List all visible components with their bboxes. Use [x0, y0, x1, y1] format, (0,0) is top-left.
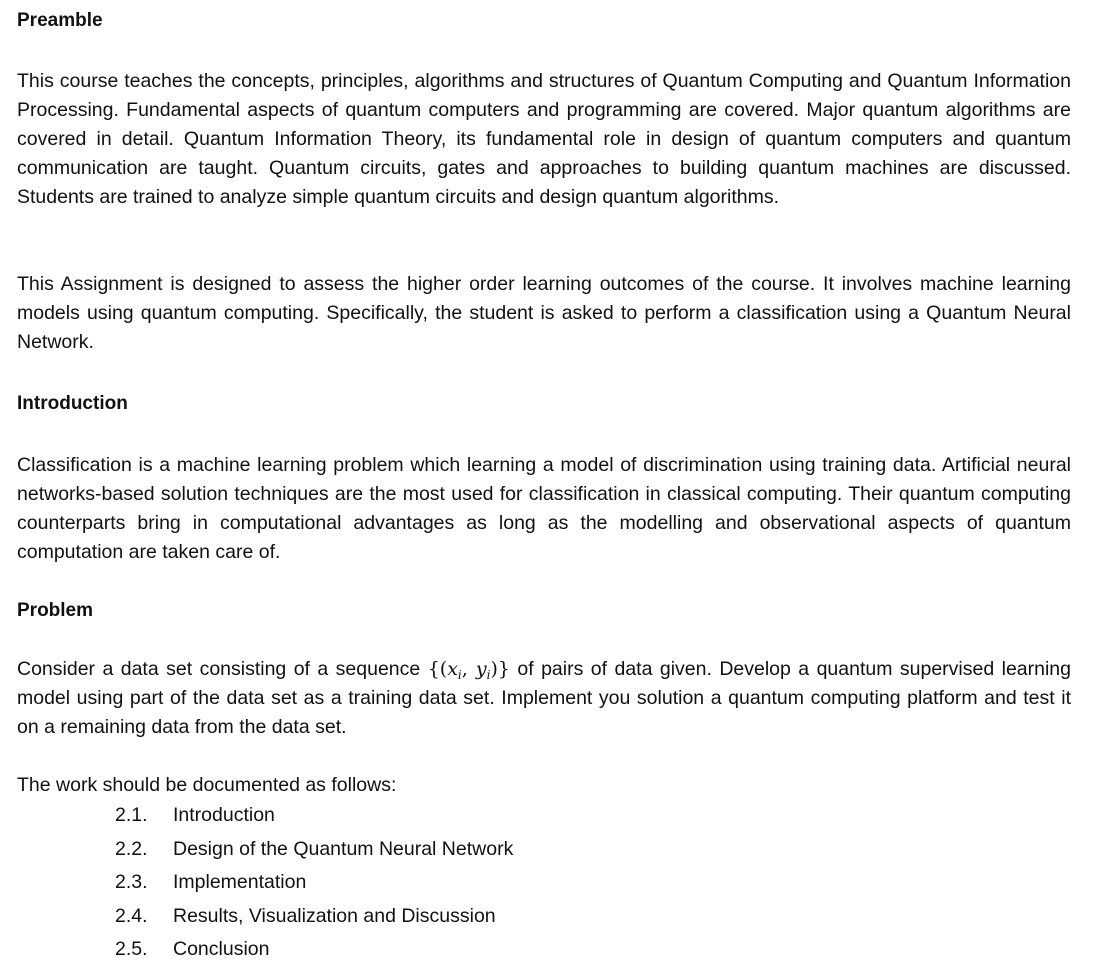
documentation-list-item [115, 835, 513, 869]
data-set-formula: {($x_i$, $y_i$)} [427, 658, 510, 682]
preamble-heading: Preamble [17, 10, 103, 31]
introduction-heading: Introduction [17, 393, 128, 414]
documentation-list [115, 801, 513, 969]
problem-heading: Problem [17, 600, 94, 621]
list-item-label: Results, Visualization and Discussion [173, 904, 496, 927]
problem-paragraph [17, 655, 1071, 742]
list-item-label: Introduction [173, 804, 275, 826]
list-item-number: 2.2. [115, 837, 148, 860]
list-item-number: 2.4. [115, 904, 148, 927]
list-item-number: 2.1. [115, 804, 148, 826]
introduction-paragraph: Classification is a machine learning problem which learning a model of discrimination using training data. Artificial neural networks-based solution techniques are the most used for classification in classical computing. Their quantum computing counterparts bring in computational advantages as long as the modelling and observational aspects of quantum computation are taken care of. [17, 454, 1071, 563]
preamble-paragraph-assignment: This Assignment is designed to assess the higher order learning outcomes of the course. It involves machine learning models using quantum computing. Specifically, the student is asked to perform a classification using a Quantum Neural Network. [17, 273, 1071, 353]
list-item-number: 2.5. [115, 938, 148, 960]
preamble-paragraph-course: This course teaches the concepts, principles, algorithms and structures of Quantum Computing and Quantum Information Processing. Fundamental aspects of quantum computers and programming are covered. Major quantum algorithms are covered in detail. Quantum Information Theory, its fundamental role in design of quantum computers and quantum communication are taught. Quantum circuits, gates and approaches to building quantum machines are discussed. Students are trained to analyze simple quantum circuits and design quantum algorithms. [17, 70, 1071, 208]
list-item-number: 2.3. [115, 871, 148, 893]
documentation-list-item [115, 902, 513, 936]
documentation-list-item [115, 935, 513, 969]
list-item-label: Design of the Quantum Neural Network [173, 837, 514, 860]
problem-text-after-math: of pairs of data given. Develop a quantum supervised learning model using part of the data set as a training data set. Implement you solution a quantum computing platform and test it on a remaining data from the data set. [17, 658, 1071, 738]
documentation-list-item [115, 868, 513, 902]
documentation-list-item [115, 801, 513, 835]
list-item-label: Conclusion [173, 938, 270, 960]
problem-text-before-math: Consider a data set consisting of a sequence [17, 658, 421, 680]
documentation-intro: The work should be documented as follows: [17, 774, 397, 796]
list-item-label: Implementation [173, 871, 307, 893]
